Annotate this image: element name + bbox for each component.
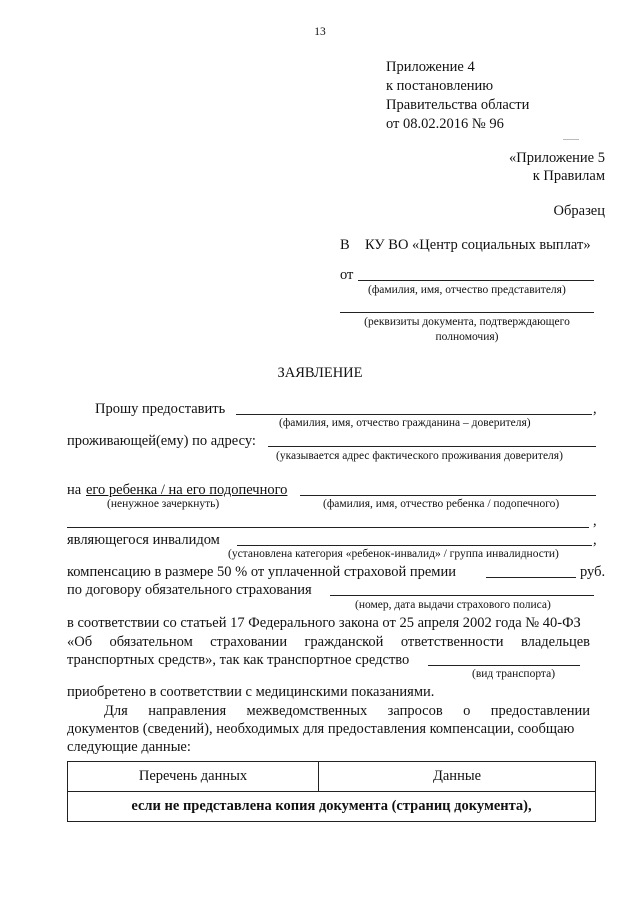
child-name-field-continued[interactable] [67, 527, 589, 528]
appendix-line: Приложение 4 [386, 59, 475, 75]
law-text: транспортных средств», так как транспортное средство [67, 652, 410, 668]
paragraph-word: запросов [387, 703, 443, 719]
appendix-line: Правительства области [386, 97, 530, 113]
vehicle-type-field[interactable] [428, 665, 580, 666]
law-text-justified [67, 633, 590, 651]
disability-hint: (установлена категория «ребенок-инвалид» / группа инвалидности) [228, 548, 559, 560]
table-section-row: если не представлена копия документа (страниц документа), [68, 792, 596, 822]
paragraph-justified [104, 702, 590, 720]
principal-name-field[interactable] [236, 414, 592, 415]
paragraph-word: Для [104, 703, 128, 719]
table-header-data: Данные [319, 762, 596, 792]
representative-hint: (фамилия, имя, отчество представителя) [368, 284, 566, 296]
authority-document-field[interactable] [340, 312, 594, 313]
sample-label: Образец [553, 203, 605, 219]
paragraph-text: документов (сведений), необходимых для предоставления компенсации, сообщаю [67, 721, 575, 737]
policy-hint: (номер, дата выдачи страхового полиса) [355, 599, 551, 611]
addressee-prefix: В [340, 237, 350, 253]
authority-hint: полномочия) [435, 331, 499, 343]
rules-appendix-line: к Правилам [532, 168, 605, 184]
law-word: ответственности [400, 634, 504, 650]
child-name-field[interactable] [300, 495, 596, 496]
representative-field[interactable] [358, 280, 594, 281]
paragraph-text: следующие данные: [67, 739, 191, 755]
principal-name-hint: (фамилия, имя, отчество гражданина – доверителя) [279, 417, 531, 429]
law-word: страховании [210, 634, 288, 650]
address-label: проживающей(ему) по адресу: [67, 433, 256, 449]
address-field[interactable] [268, 446, 596, 447]
contract-label: по договору обязательного страхования [67, 582, 312, 598]
paragraph-word: о [463, 703, 471, 719]
from-label: от [340, 267, 354, 283]
authority-hint: (реквизиты документа, подтверждающего [364, 316, 570, 328]
law-word: гражданской [304, 634, 384, 650]
rules-appendix-line: «Приложение 5 [509, 150, 605, 166]
comma: , [593, 401, 597, 417]
disabled-label: являющегося инвалидом [67, 532, 220, 548]
strike-hint: (ненужное зачеркнуть) [107, 498, 220, 510]
page-number: 13 [314, 26, 326, 38]
law-word: обязательном [109, 634, 193, 650]
paragraph-word: направления [148, 703, 227, 719]
compensation-label: компенсацию в размере 50 % от уплаченной страховой премии [67, 564, 456, 580]
law-text: в соответствии со статьей 17 Федерального закона от 25 апреля 2002 года № 40-ФЗ [67, 615, 581, 631]
address-hint: (указывается адрес фактического проживания доверителя) [276, 450, 563, 462]
scan-mark [563, 139, 579, 140]
law-word: «Об [67, 634, 93, 650]
child-prefix: на [67, 482, 82, 498]
comma: , [593, 513, 597, 529]
paragraph-word: предоставлении [490, 703, 590, 719]
child-options[interactable]: его ребенка / на его подопечного [86, 482, 288, 498]
currency-unit: руб. [580, 564, 606, 580]
paragraph-word: межведомственных [246, 703, 368, 719]
data-table [67, 761, 596, 822]
appendix-line: от 08.02.2016 № 96 [386, 116, 504, 132]
child-name-hint: (фамилия, имя, отчество ребенка / подопечного) [323, 498, 560, 510]
ask-label: Прошу предоставить [95, 401, 226, 417]
addressee-org: КУ ВО «Центр социальных выплат» [365, 237, 591, 253]
comma: , [593, 532, 597, 548]
table-header-list: Перечень данных [68, 762, 319, 792]
appendix-line: к постановлению [386, 78, 494, 94]
document-title: ЗАЯВЛЕНИЕ [277, 365, 363, 381]
acquired-text: приобретено в соответствии с медицинскими показаниями. [67, 684, 435, 700]
vehicle-hint: (вид транспорта) [472, 668, 556, 680]
law-word: владельцев [520, 634, 590, 650]
policy-field[interactable] [330, 595, 594, 596]
premium-amount-field[interactable] [486, 577, 576, 578]
disability-field[interactable] [237, 545, 592, 546]
